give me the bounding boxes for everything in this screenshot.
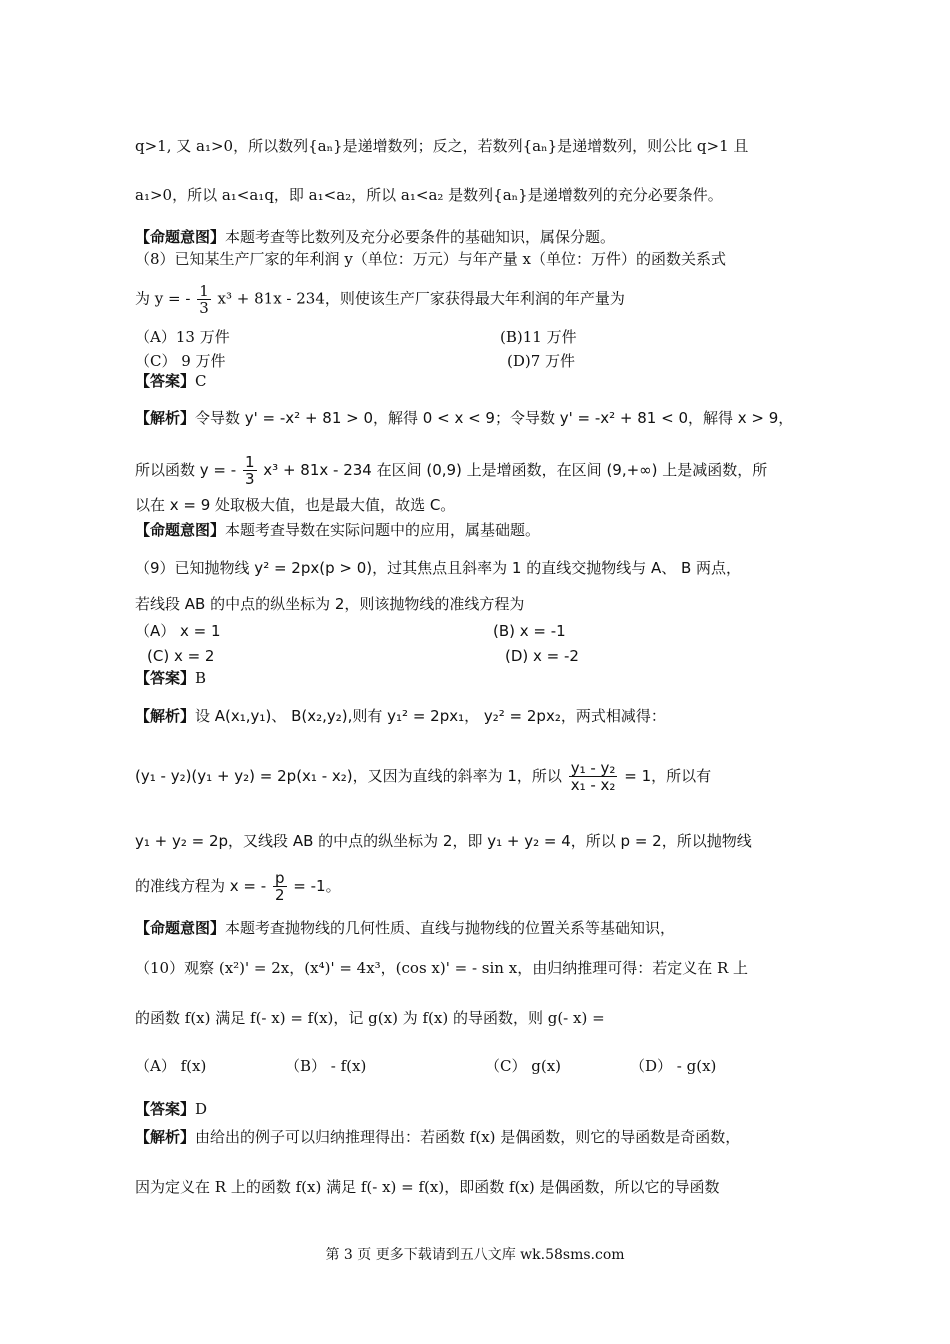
options-row [135, 326, 830, 348]
fraction [273, 870, 287, 903]
fraction-numerator: 1 [199, 282, 209, 300]
explanation-label: 【解析】 [135, 409, 196, 427]
options-row [135, 620, 830, 642]
answer-line [135, 667, 830, 689]
option-b: (B) x = -1 [493, 622, 566, 640]
fraction-numerator: 1 [244, 453, 255, 471]
explanation-suffix: = 1，所以有 [624, 767, 712, 785]
explanation-line [135, 870, 830, 903]
question-8-text: （8）已知某生产厂家的年利润 y（单位：万元）与年产量 x（单位：万件）的函数关系式 [135, 250, 727, 268]
option-a: （A） f(x) [135, 1057, 207, 1075]
fraction [569, 760, 618, 793]
intent-text: 本题考查抛物线的几何性质、直线与抛物线的位置关系等基础知识， [225, 919, 676, 937]
answer-label: 【答案】 [135, 372, 196, 390]
option-d: （D） - g(x) [630, 1057, 717, 1075]
intent-line [135, 226, 830, 248]
fraction-denominator: 2 [274, 886, 285, 904]
explanation-text: 由给出的例子可以归纳推理得出：若函数 f(x) 是偶函数，则它的导函数是奇函数， [195, 1128, 741, 1146]
formula-prefix: 为 y = - [135, 289, 191, 308]
intent-line [135, 519, 830, 541]
option-b: (B)11 万件 [500, 328, 577, 346]
intent-label: 【命题意图】 [135, 521, 226, 539]
answer-line [135, 370, 830, 392]
explanation-line [135, 705, 830, 727]
explanation-line [135, 454, 830, 487]
fraction [243, 454, 257, 487]
answer-label: 【答案】 [135, 669, 196, 687]
fraction-numerator: p [273, 870, 287, 887]
option-d: (D) x = -2 [505, 647, 579, 665]
question-9-text: （9）已知抛物线 y² = 2px(p > 0)，过其焦点且斜率为 1 的直线交抛物线与 A、 B 两点， [135, 559, 742, 577]
explanation-line [135, 760, 830, 793]
question-10-text: （10）观察 (x²)' = 2x，(x⁴)' = 4x³，(cos x)' = - sin x，由归纳推理可得：若定义在 R 上 [135, 959, 749, 977]
option-c: (C) x = 2 [147, 647, 215, 665]
question-8-formula [135, 283, 830, 316]
option-c: （C） 9 万件 [135, 352, 226, 370]
explanation-prefix: 的准线方程为 x = - [135, 877, 267, 895]
intent-label: 【命题意图】 [135, 228, 226, 246]
fraction-denominator: 3 [244, 470, 255, 488]
answer-value: B [195, 669, 207, 687]
fraction [197, 283, 211, 316]
explanation-label: 【解析】 [135, 707, 196, 725]
explanation-text: 设 A(x₁,y₁)、 B(x₂,y₂),则有 y₁² = 2px₁， y₂² = 2px₂，两式相减得： [195, 707, 666, 725]
explanation-line: y₁ + y₂ = 2p，又线段 AB 的中点的纵坐标为 2，即 y₁ + y₂ = 4，所以 p = 2，所以抛物线 [135, 832, 752, 850]
explanation-suffix: x³ + 81x - 234 在区间 (0,9) 上是增函数，在区间 (9,+∞) 上是减函数，所 [263, 461, 768, 479]
explanation-label: 【解析】 [135, 1128, 196, 1146]
page-footer: 第 3 页 更多下载请到五八文库 wk.58sms.com [325, 1247, 625, 1263]
explanation-line: 以在 x = 9 处取极大值，也是最大值，故选 C。 [135, 496, 456, 514]
formula-suffix: x³ + 81x - 234，则使该生产厂家获得最大年利润的年产量为 [217, 289, 625, 308]
answer-value: D [195, 1100, 208, 1118]
option-d: (D)7 万件 [507, 352, 576, 370]
option-c: （C） g(x) [485, 1057, 562, 1075]
text-line: a₁>0，所以 a₁<a₁q，即 a₁<a₂，所以 a₁<a₂ 是数列{aₙ}是递增数列的充分必要条件。 [135, 186, 723, 204]
fraction-numerator: y₁ - y₂ [570, 759, 616, 777]
options-row [135, 1055, 830, 1077]
options-row [135, 350, 830, 372]
option-a: （A）13 万件 [135, 328, 230, 346]
explanation-prefix: (y₁ - y₂)(y₁ + y₂) = 2p(x₁ - x₂)，又因为直线的斜率为 1，所以 [135, 767, 562, 785]
option-a: （A） x = 1 [135, 622, 221, 640]
intent-label: 【命题意图】 [135, 919, 226, 937]
explanation-suffix: = -1。 [293, 877, 341, 895]
answer-label: 【答案】 [135, 1100, 196, 1118]
intent-text: 本题考查等比数列及充分必要条件的基础知识，属保分题。 [225, 228, 616, 246]
answer-line [135, 1098, 830, 1120]
intent-line [135, 917, 830, 939]
question-9-text: 若线段 AB 的中点的纵坐标为 2，则该抛物线的准线方程为 [135, 595, 525, 613]
explanation-line: 因为定义在 R 上的函数 f(x) 满足 f(- x) = f(x)，即函数 f(x) 是偶函数，所以它的导函数 [135, 1178, 720, 1196]
intent-text: 本题考查导数在实际问题中的应用，属基础题。 [225, 521, 541, 539]
option-b: （B） - f(x) [285, 1057, 367, 1075]
options-row [135, 645, 830, 667]
text-line: q>1, 又 a₁>0，所以数列{aₙ}是递增数列；反之，若数列{aₙ}是递增数列，则公比 q>1 且 [135, 137, 749, 155]
fraction-denominator: 3 [199, 299, 209, 317]
answer-value: C [195, 372, 207, 390]
question-10-text: 的函数 f(x) 满足 f(- x) = f(x)，记 g(x) 为 f(x) 的导函数，则 g(- x) = [135, 1009, 605, 1027]
explanation-line [135, 407, 830, 429]
explanation-prefix: 所以函数 y = - [135, 461, 237, 479]
explanation-text: 令导数 y' = -x² + 81 > 0，解得 0 < x < 9；令导数 y' = -x² + 81 < 0，解得 x > 9， [195, 409, 794, 427]
explanation-line [135, 1126, 830, 1148]
fraction-denominator: x₁ - x₂ [570, 776, 616, 794]
